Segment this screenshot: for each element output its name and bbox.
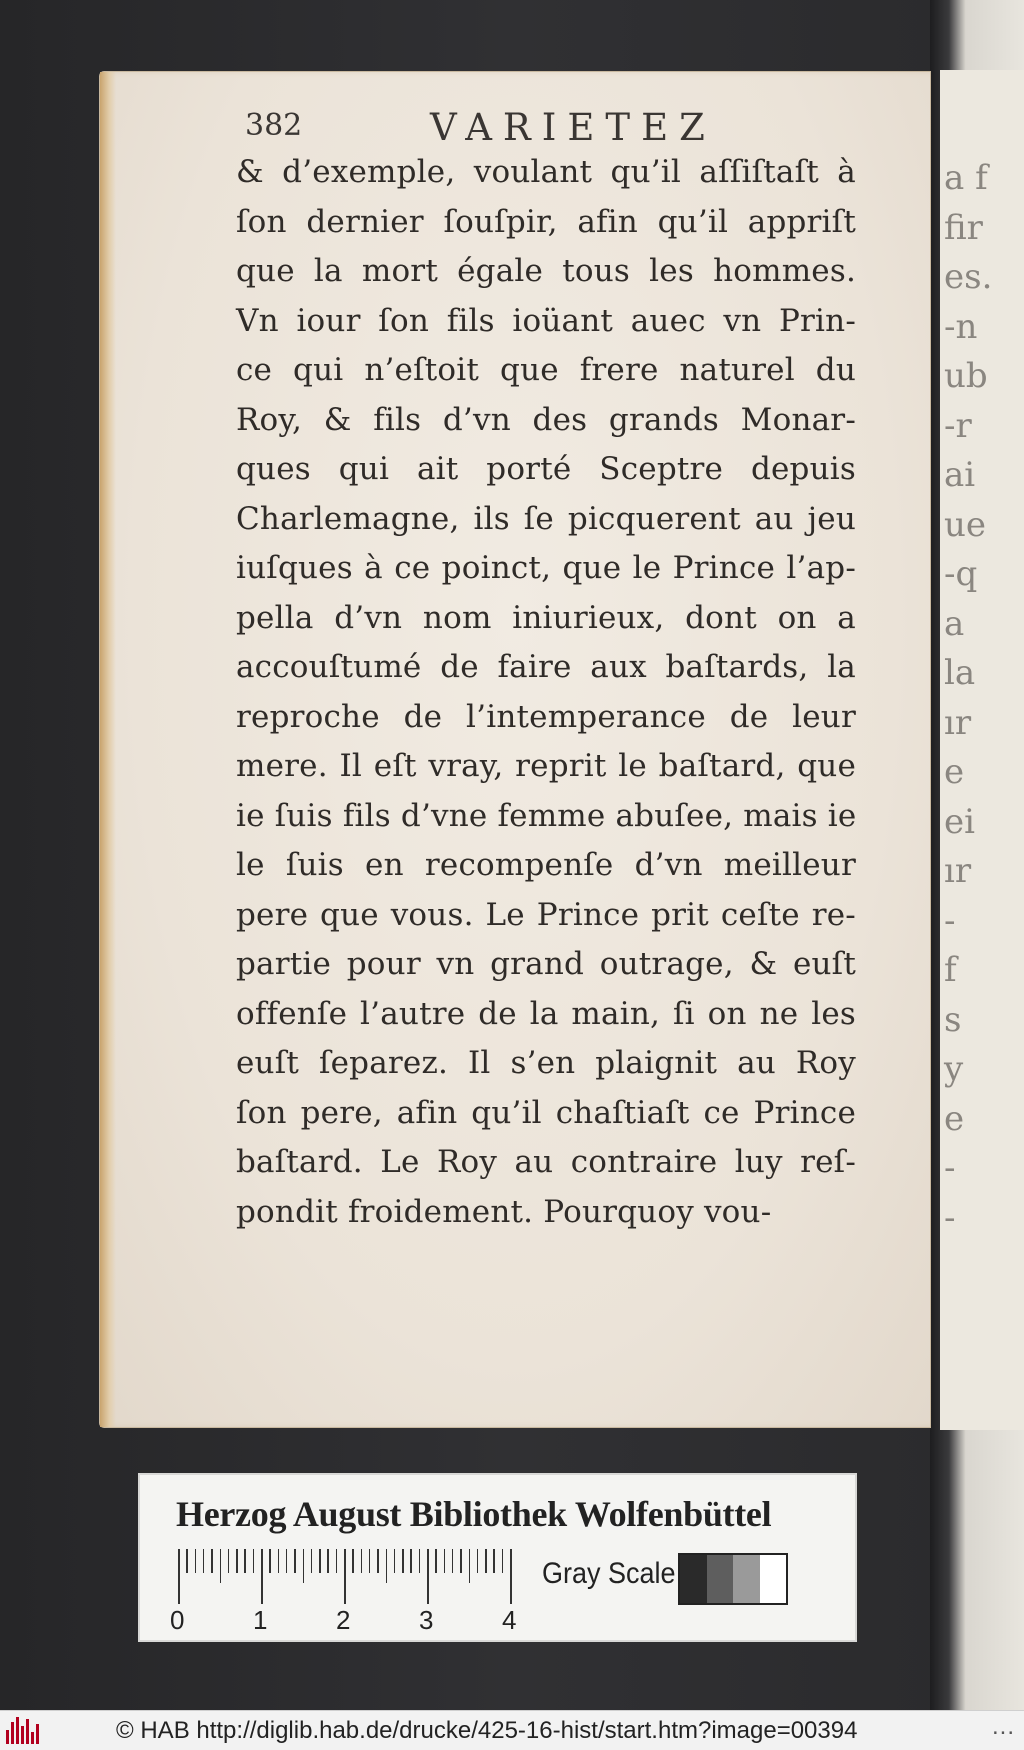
page-header [245,108,785,152]
ruler-tick [402,1549,404,1573]
gray-swatch [707,1555,734,1603]
ruler-tick [485,1549,487,1573]
facing-page-fragment: e [944,752,965,792]
library-name: Herzog August Bibliothek Wolfenbüttel [176,1494,772,1534]
text-line: Vn iour ſon fils ioüant auec vn Prin- [236,302,856,339]
facing-page-fragment: ub [944,356,988,396]
ruler-tick [452,1549,454,1573]
facing-page-fragment: - [944,1148,956,1188]
text-line: ie ſuis fils d’vne femme abuſee, mais ie [236,797,857,834]
ruler-label: 1 [253,1605,268,1635]
ruler-tick [493,1549,495,1573]
running-head: VARIETEZ [430,106,716,149]
ruler-tick [435,1549,437,1573]
facing-page-fragment: la [944,653,976,693]
text-line: reproche de l’intemperance de leur [236,698,856,735]
gray-swatch [680,1555,707,1603]
facing-page-fragment: -q [944,554,978,594]
text-line: que la mort égale tous les hommes. [236,253,856,289]
ruler-tick [286,1549,288,1573]
text-line: Charlemagne, ils ſe picquerent au jeu [236,500,856,537]
ruler-tick [361,1549,363,1573]
text-line: ſon dernier ſouſpir, afin qu’il appriſt [236,203,856,240]
ruler-tick [419,1549,421,1573]
text-line: pondit froidement. Pourquoy vou- [236,1193,772,1230]
text-line: pere que vous. Le Prince prit ceſte re- [236,896,856,933]
ruler-tick [303,1549,305,1583]
text-line: mere. Il eſt vray, reprit le baſtard, que [236,748,856,784]
text-line: pella d’vn nom iniurieux, dont on a [236,599,856,636]
ruler-tick [236,1549,238,1573]
ruler-tick [444,1549,446,1573]
ruler-tick [327,1549,329,1573]
color-calibration-card [138,1473,857,1642]
ruler-tick [186,1549,188,1573]
ruler-tick [394,1549,396,1573]
printed-text-body [236,148,856,1237]
facing-page-fragment: fir [944,207,983,248]
ruler-tick [178,1549,180,1604]
ruler-tick [269,1549,271,1573]
ruler-tick [220,1549,222,1583]
ruler-tick [469,1549,471,1583]
facing-page-fragment: ue [944,504,987,545]
ruler-tick [203,1549,205,1573]
text-line: ce qui n’eſtoit que frere naturel du [236,352,856,388]
ruler-tick [377,1549,379,1573]
facing-page [940,70,1024,1430]
gray-swatch [760,1555,787,1603]
ruler-label: 3 [419,1605,434,1635]
text-line: ques qui ait porté Sceptre depuis [236,451,856,487]
ruler-tick [195,1549,197,1573]
facing-page-fragment: s [944,999,962,1040]
page-edge-shadow [100,72,116,1427]
text-line: iuſques à ce poinct, que le Prince l’ap- [236,550,856,586]
measurement-ruler [178,1549,518,1604]
ruler-tick [427,1549,429,1604]
text-line: le ſuis en recompenſe d’vn meilleur [236,847,856,883]
ruler-label: 4 [502,1605,517,1635]
ruler-tick [460,1549,462,1573]
facing-page-fragment: a [944,603,965,644]
facing-page-fragment: f [944,950,957,990]
text-line: offenſe l’autre de la main, ſi on ne les [236,995,856,1032]
more-icon[interactable]: ... [992,1713,1016,1740]
ruler-tick [319,1549,321,1573]
gray-scale-label: Gray Scale [542,1557,676,1590]
facing-page-fragment: -r [944,405,972,446]
gray-scale-strip [678,1553,788,1605]
facing-page-fragment: es. [944,257,993,297]
ruler-label: 0 [170,1605,185,1635]
facing-page-fragment: ei [944,801,975,842]
ruler-tick [477,1549,479,1573]
ruler-tick [352,1549,354,1573]
text-line: baſtard. Le Roy au contraire luy reſ- [236,1144,856,1180]
ruler-tick [510,1549,512,1604]
text-line: euſt ſeparez. Il s’en plaignit au Roy [236,1045,856,1081]
ruler-tick [410,1549,412,1573]
ruler-tick [336,1549,338,1573]
facing-page-fragment: -n [944,306,978,347]
ruler-tick [502,1549,504,1573]
facing-page-fragment: e [944,1098,965,1139]
ruler-tick [344,1549,346,1604]
ruler-tick [311,1549,313,1573]
facing-page-fragment: - [944,900,956,941]
ruler-tick [278,1549,280,1573]
hab-logo-icon [6,1717,44,1744]
ruler-tick [369,1549,371,1573]
ruler-tick [294,1549,296,1573]
ruler-tick [244,1549,246,1573]
facing-page-fragment: ır [944,851,972,891]
ruler-label: 2 [336,1605,351,1635]
viewer-footer [0,1710,1024,1750]
ruler-tick [228,1549,230,1573]
ruler-tick [261,1549,263,1604]
ruler-tick [211,1549,213,1573]
facing-page-fragment: ai [944,455,976,495]
facing-page-fragment: - [944,1197,956,1238]
facing-page-fragment: a f [944,158,988,198]
facing-page-fragment: ır [944,702,972,743]
text-line: accouſtumé de faire aux baſtards, la [236,649,856,685]
facing-page-fragment: y [944,1049,964,1089]
source-url-text[interactable]: © HAB http://diglib.hab.de/drucke/425-16-hist/start.htm?image=00394 [116,1717,858,1744]
gray-swatch [733,1555,760,1603]
ruler-tick [386,1549,388,1583]
text-line: partie pour vn grand outrage, & euſt [236,946,856,982]
text-line: Roy, & fils d’vn des grands Monar- [236,401,856,438]
text-line: & d’exemple, voulant qu’il aſſiſtaſt à [236,154,856,190]
text-line: ſon pere, afin qu’il chaſtiaſt ce Prince [236,1094,856,1131]
ruler-tick [253,1549,255,1573]
page-number: 382 [245,108,303,143]
